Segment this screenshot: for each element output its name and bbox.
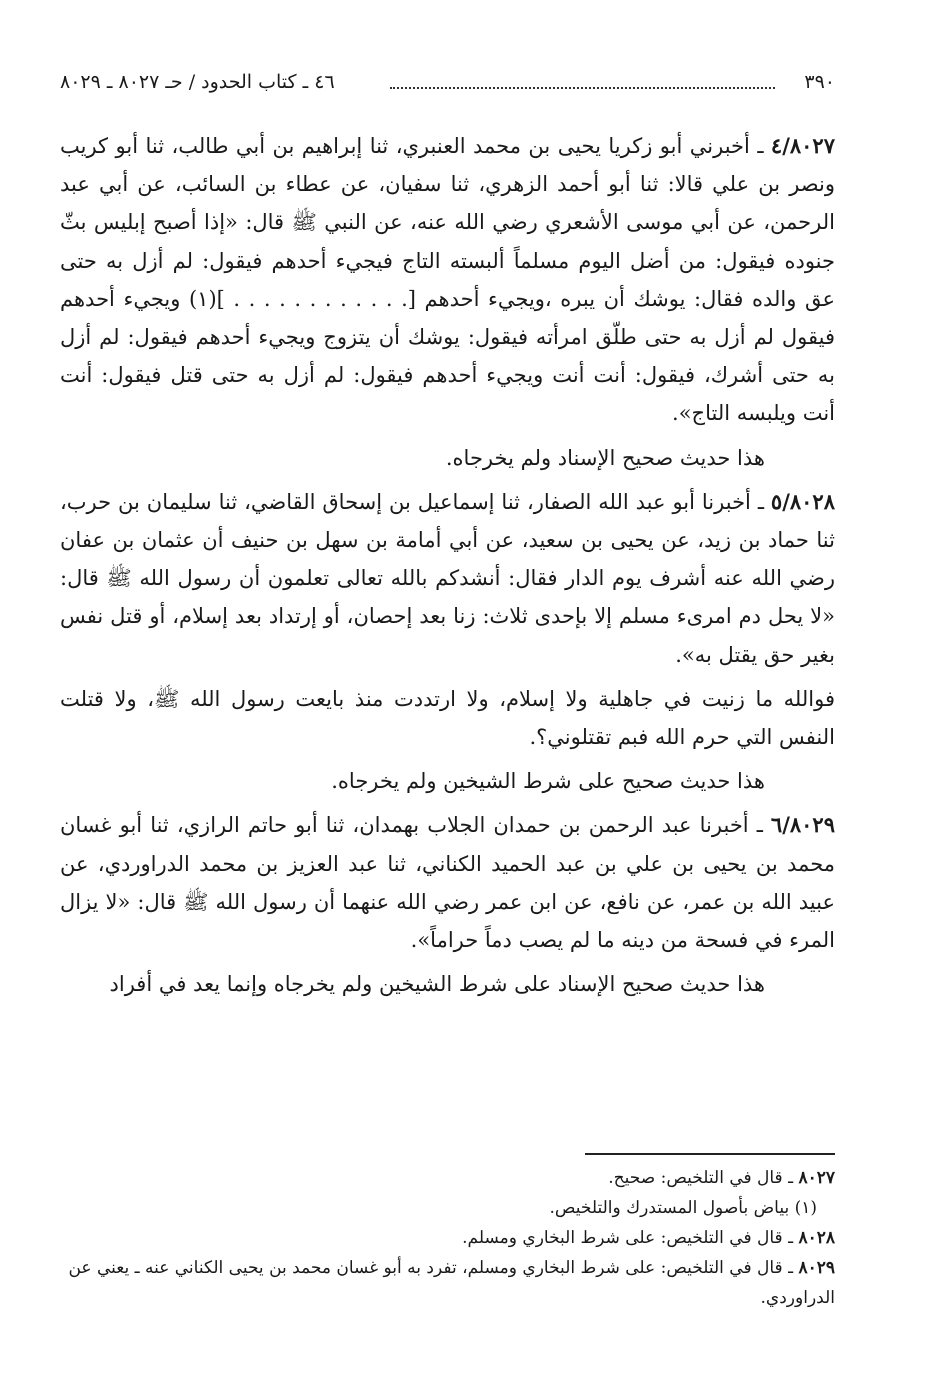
footnote-text: ـ قال في التلخيص: على شرط البخاري ومسلم. <box>462 1228 799 1248</box>
footnote-8027 <box>60 1163 835 1193</box>
hadith-number: ٦/٨٠٢٩ <box>770 812 835 838</box>
hadith-number: ٤/٨٠٢٧ <box>770 133 835 158</box>
running-title: ٤٦ ـ كتاب الحدود / حـ ٨٠٢٧ ـ ٨٠٢٩ <box>60 71 335 93</box>
footnote-8028 <box>60 1223 835 1253</box>
grading-8029: هذا حديث صحيح الإسناد على شرط الشيخين ولم يخرجاه وإنما يعد في أفراد <box>109 972 765 997</box>
page-header <box>60 65 835 99</box>
footnote-text: ـ قال في التلخيص: صحيح. <box>608 1168 799 1188</box>
book-page <box>60 55 835 1355</box>
footnote-number: ٨٠٢٧ <box>798 1168 835 1188</box>
hadith-number: ٥/٨٠٢٨ <box>770 488 835 514</box>
page-number: ٣٩٠ <box>804 71 835 93</box>
footnote-number: ٨٠٢٨ <box>798 1228 835 1248</box>
main-text <box>60 127 835 1009</box>
hadith-8028 <box>60 483 835 674</box>
footnote-text: ـ قال في التلخيص: على شرط البخاري ومسلم، تفرد به أبو غسان محمد بن يحيى الكناني عنه ـ يعني عن الدراوردي. <box>68 1258 835 1308</box>
hadith-8027 <box>60 127 835 433</box>
hadith-8028-continuation: فوالله ما زنيت في جاهلية ولا إسلام، ولا ارتددت منذ بايعت رسول الله ﷺ، ولا قتلت النفس التي حرم الله فبم تقتلوني؟. <box>60 686 835 750</box>
footnote-separator <box>585 1153 835 1155</box>
hadith-text: ـ أخبرنا عبد الرحمن بن حمدان الجلاب بهمدان، ثنا أبو حاتم الرازي، ثنا أبو غسان محمد بن يحيى بن علي بن عبد الحميد الكناني، ثنا عبد العزيز بن محمد الدراوردي، عن عبيد الله بن عمر، عن نافع، عن ابن عمر رضي الله عنهما أن رسول الله ﷺ قال: «لا يزال المرء في فسحة من دينه ما لم يصب دماً حراماً». <box>60 813 835 953</box>
footnotes <box>60 1163 835 1313</box>
hadith-text: ـ أخبرني أبو زكريا يحيى بن محمد العنبري، ثنا إبراهيم بن أبي طالب، ثنا أبو كريب ونصر بن علي قالا: ثنا أبو أحمد الزهري، ثنا سفيان، عن عطاء بن السائب، عن أبي عبد الرحمن، عن أبي موسى الأشعري رضي الله عنه، عن النبي ﷺ قال: «إذا أصبح إبليس بثّ جنوده فيقول: من أضل اليوم مسلماً ألبسته التاج فيجيء أحدهم فيقول: لم أزل به حتى عق والده فقال: يوشك أن يبره ،ويجيء أحدهم [. . . . . . . . . . . . ](١) ويجيء أحدهم فيقول لم أزل به حتى طلّق امرأته فيقول: يوشك أن يتزوج ويجيء أحدهم فيقول: لم أزل به حتى أشرك، فيقول: أنت أنت ويجيء أحدهم فيقول: لم أزل به حتى قتل فيقول: أنت أنت ويلبسه التاج». <box>60 134 835 426</box>
hadith-8029 <box>60 806 835 959</box>
footnote-1 <box>60 1193 835 1223</box>
footnote-8029 <box>60 1253 835 1313</box>
hadith-text: ـ أخبرنا أبو عبد الله الصفار، ثنا إسماعيل بن إسحاق القاضي، ثنا سليمان بن حرب، ثنا حماد بن زيد، عن يحيى بن سعيد، عن أبي أمامة بن سهل بن حنيف أن عثمان بن عفان رضي الله عنه أشرف يوم الدار فقال: أنشدكم بالله تعالى تعلمون أن رسول الله ﷺ قال: «لا يحل دم امرىء مسلم إلا بإحدى ثلاث: زنا بعد إحصان، أو إرتداد بعد إسلام، أو قتل نفس بغير حق يقتل به». <box>60 489 835 667</box>
grading-8028: هذا حديث صحيح على شرط الشيخين ولم يخرجاه. <box>331 769 765 794</box>
footnote-text: (١) بياض بأصول المستدرك والتلخيص. <box>549 1198 817 1218</box>
header-dotted-leader <box>390 87 775 89</box>
footnote-number: ٨٠٢٩ <box>798 1258 835 1278</box>
grading-8027: هذا حديث صحيح الإسناد ولم يخرجاه. <box>445 445 765 470</box>
